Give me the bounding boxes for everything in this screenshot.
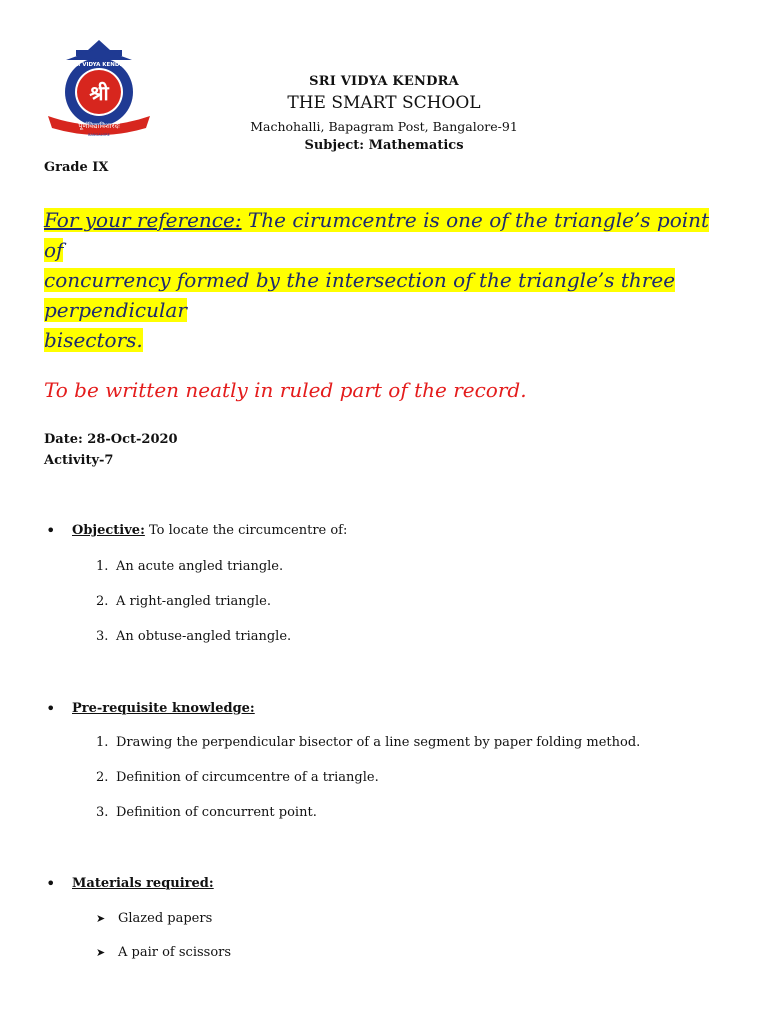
school-tagline: THE SMART SCHOOL bbox=[287, 93, 481, 113]
school-name: SRI VIDYA KENDRA bbox=[309, 74, 459, 89]
reference-note bbox=[44, 205, 734, 355]
grade-label: Grade IX bbox=[44, 160, 109, 175]
list-item: 2. Definition of circumcentre of a triangle. bbox=[96, 770, 379, 785]
activity-label: Activity-7 bbox=[44, 453, 114, 468]
list-item: Glazed papers bbox=[118, 911, 213, 926]
list-item: 3. An obtuse-angled triangle. bbox=[96, 629, 292, 644]
subject-title: Subject: Mathematics bbox=[304, 138, 464, 153]
list-item: A pair of scissors bbox=[118, 945, 232, 960]
bullet-icon: • bbox=[46, 521, 56, 540]
bullet-icon: • bbox=[46, 874, 56, 893]
list-item: 1. An acute angled triangle. bbox=[96, 559, 284, 574]
arrow-bullet-icon: ➤ bbox=[96, 946, 106, 959]
logo-ring-text: SRI VIDYA KENDRA bbox=[70, 62, 128, 68]
list-item: 3. Definition of concurrent point. bbox=[96, 805, 317, 820]
logo-glyph: श्री bbox=[89, 81, 109, 105]
reference-line-3: bisectors. bbox=[44, 328, 143, 352]
objective-section bbox=[72, 523, 347, 538]
logo-place: BANGALORE bbox=[88, 133, 110, 137]
materials-heading: Materials required: bbox=[72, 876, 214, 891]
objective-heading: Objective: bbox=[72, 523, 145, 538]
list-item: 1. Drawing the perpendicular bisector of a line segment by paper folding method. bbox=[96, 735, 641, 750]
reference-lead: For your reference: bbox=[44, 208, 242, 232]
list-item: 2. A right-angled triangle. bbox=[96, 594, 271, 609]
bullet-icon: • bbox=[46, 699, 56, 718]
reference-line-2: concurrency formed by the intersection of the triangle’s three perpendicular bbox=[44, 268, 676, 322]
prerequisite-heading: Pre-requisite knowledge: bbox=[72, 701, 255, 716]
date-label: Date: 28-Oct-2020 bbox=[44, 432, 178, 447]
arrow-bullet-icon: ➤ bbox=[96, 912, 106, 925]
instruction-note: To be written neatly in ruled part of the record. bbox=[44, 378, 527, 402]
reference-line-1: The cirumcentre is one of the triangle’s point of bbox=[44, 208, 710, 262]
school-address: Machohalli, Bapagram Post, Bangalore-91 bbox=[250, 119, 518, 134]
logo-motto: पूर्णविद्याविशारदः bbox=[78, 122, 120, 130]
objective-text: To locate the circumcentre of: bbox=[144, 523, 348, 538]
